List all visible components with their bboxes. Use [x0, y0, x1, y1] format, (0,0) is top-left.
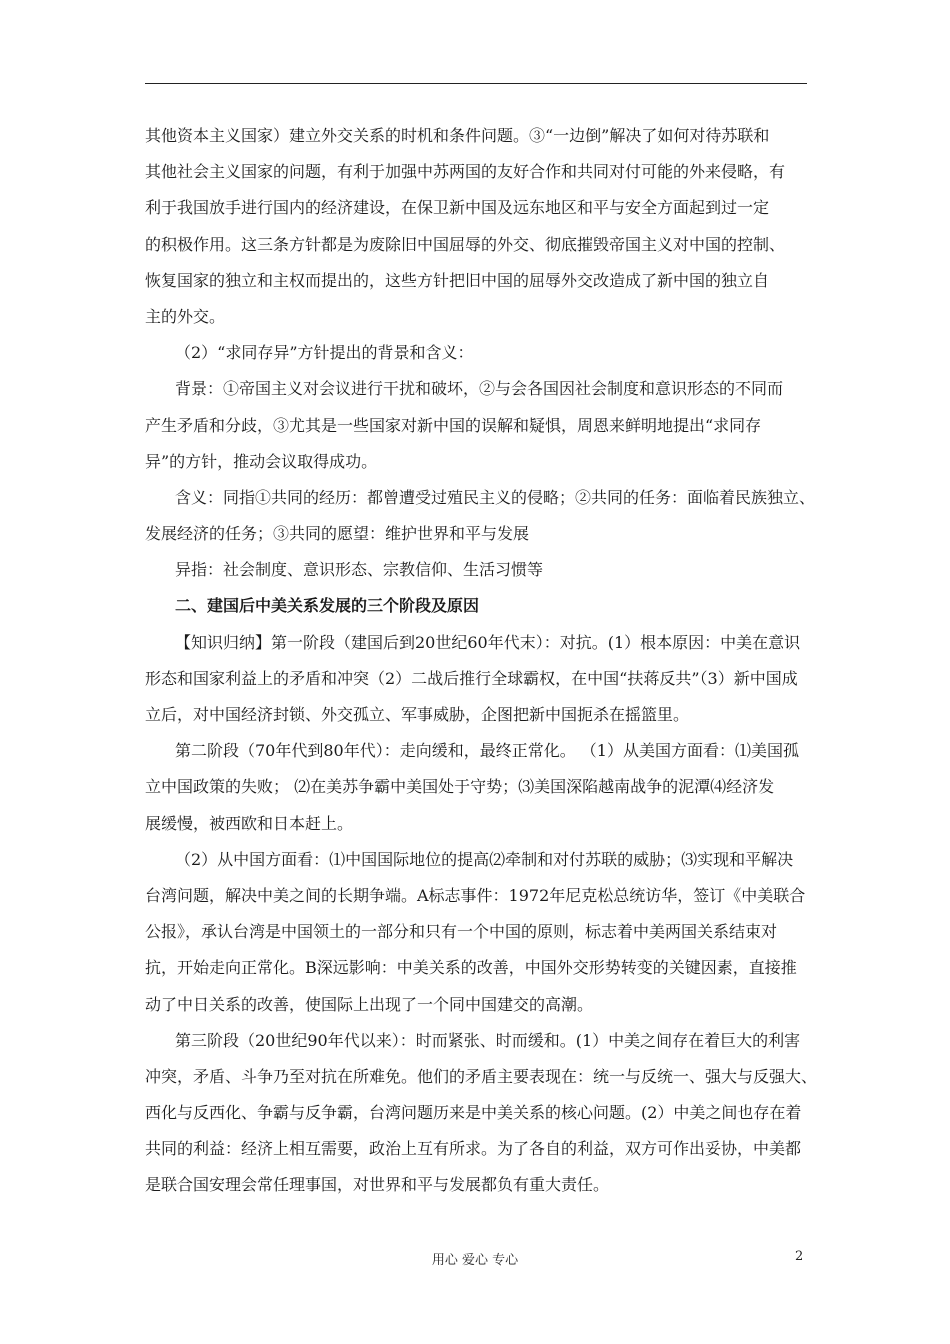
text-line: 产生矛盾和分歧，③尤其是一些国家对新中国的误解和疑惧，周恩来鲜明地提出“求同存	[145, 415, 762, 435]
document-body	[145, 118, 817, 1204]
text-line: （2）“求同存异”方针提出的背景和含义：	[175, 343, 474, 363]
text-line: 第二阶段（70年代到80年代）：走向缓和，最终正常化。 （1）从美国方面看：⑴美国孤	[175, 741, 799, 761]
text-line: 是联合国安理会常任理事国，对世界和平与发展都负有重大责任。	[145, 1175, 610, 1195]
text-line: 形态和国家利益上的矛盾和冲突（2）二战后推行全球霸权，在中国“扶蒋反共”（3）新中国成	[145, 668, 798, 688]
text-line: 异”的方针，推动会议取得成功。	[145, 451, 378, 471]
text-line: 展缓慢，被西欧和日本赶上。	[145, 813, 354, 833]
text-line: 立后，对中国经济封锁、外交孤立、军事威胁，企图把新中国扼杀在摇篮里。	[145, 705, 690, 724]
text-line: 【知识归纳】第一阶段（建国后到20世纪60年代末）：对抗。(1）根本原因：中美在意识	[175, 632, 801, 652]
page-number: 2	[795, 1249, 804, 1264]
text-line: 立中国政策的失败； ⑵在美苏争霸中美国处于守势；⑶美国深陷越南战争的泥潭⑷经济发	[145, 777, 775, 797]
text-line: 西化与反西化、争霸与反争霸，台湾问题历来是中美关系的核心问题。(2）中美之间也存在着	[145, 1103, 802, 1123]
text-line: 的积极作用。这三条方针都是为废除旧中国屈辱的外交、彻底摧毁帝国主义对中国的控制、	[145, 234, 786, 254]
text-line: 异指：社会制度、意识形态、宗教信仰、生活习惯等	[175, 560, 544, 580]
text-line: 第三阶段（20世纪90年代以来）：时而紧张、时而缓和。(1）中美之间存在着巨大的利害	[175, 1030, 801, 1050]
text-line: 含义：同指①共同的经历：都曾遭受过殖民主义的侵略；②共同的任务：面临着民族独立、	[175, 487, 816, 507]
section-heading: 二、建国后中美关系发展的三个阶段及原因	[175, 596, 480, 616]
text-line: 背景：①帝国主义对会议进行干扰和破坏，②与会各国因社会制度和意识形态的不同而	[175, 379, 784, 399]
text-line: 主的外交。	[145, 306, 226, 326]
text-line: 抗，开始走向正常化。B深远影响：中美关系的改善，中国外交形势转变的关键因素，直接推	[145, 958, 797, 978]
text-line: 动了中日关系的改善，使国际上出现了一个同中国建交的高潮。	[145, 994, 594, 1014]
text-line: 利于我国放手进行国内的经济建设，在保卫新中国及远东地区和平与安全方面起到过一定	[145, 198, 770, 218]
text-line: 恢复国家的独立和主权而提出的，这些方针把旧中国的屈辱外交改造成了新中国的独立自	[145, 270, 770, 290]
text-line: 台湾问题，解决中美之间的长期争端。A标志事件：1972年尼克松总统访华，签订《中美联合	[145, 885, 806, 905]
text-line: 公报》，承认台湾是中国领土的一部分和只有一个中国的原则，标志着中美两国关系结束对	[145, 922, 778, 942]
text-line: 其他资本主义国家）建立外交关系的时机和条件问题。③“一边倒”解决了如何对待苏联和	[145, 126, 770, 145]
text-line: 冲突，矛盾、斗争乃至对抗在所难免。他们的矛盾主要表现在：统一与反统一、强大与反强大、	[145, 1066, 818, 1086]
header-rule	[145, 83, 807, 84]
text-line: （2）从中国方面看：⑴中国国际地位的提高⑵牵制和对付苏联的威胁；⑶实现和平解决	[175, 849, 794, 869]
text-line: 共同的利益：经济上相互需要，政治上互有所求。为了各自的利益，双方可作出妥协，中美都	[145, 1139, 802, 1159]
text-line: 其他社会主义国家的问题，有利于加强中苏两国的友好合作和共同对付可能的外来侵略，有	[145, 162, 786, 182]
footer-text: 用心 爱心 专心	[431, 1253, 519, 1268]
text-line: 发展经济的任务；③共同的愿望：维护世界和平与发展	[145, 524, 530, 544]
